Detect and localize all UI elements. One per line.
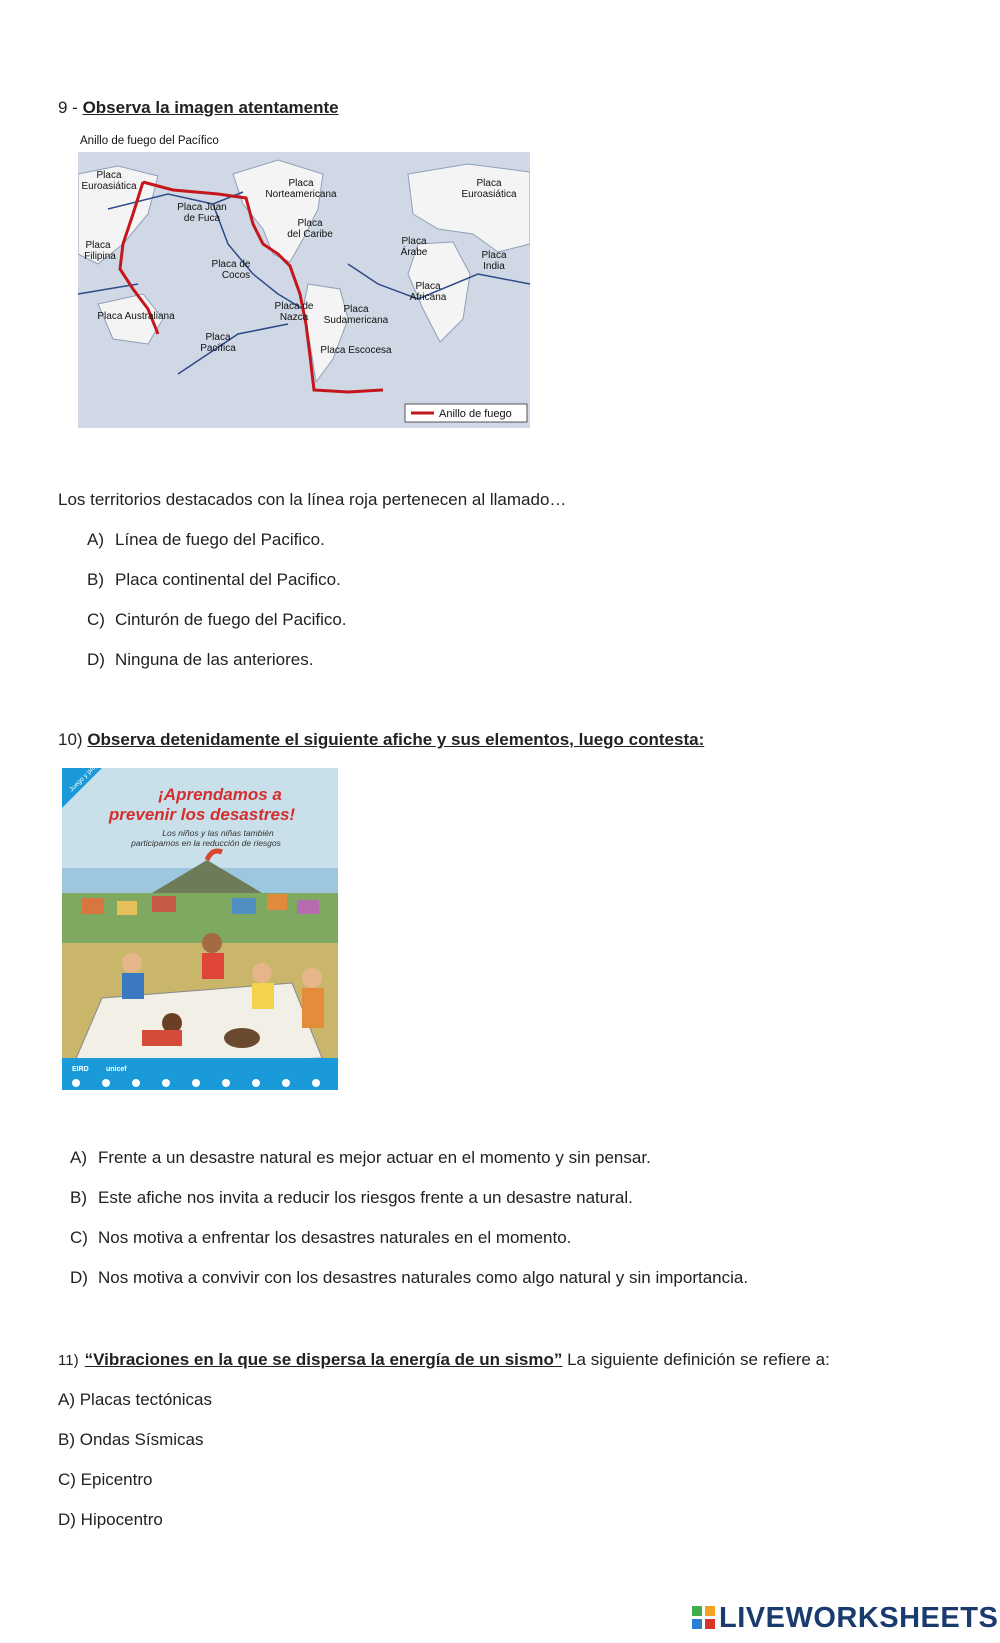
label-south-america-1: Placa	[343, 304, 369, 315]
label-caribbean-2: del Caribe	[287, 229, 333, 240]
option-text: Frente a un desastre natural es mejor actuar en el momento y sin pensar.	[98, 1148, 651, 1167]
label-african-1: Placa	[415, 281, 441, 292]
q10-option-d[interactable]	[70, 1268, 748, 1288]
option-text: Nos motiva a enfrentar los desastres naturales en el momento.	[98, 1228, 572, 1247]
q9-question: Los territorios destacados con la línea roja pertenecen al llamado…	[58, 490, 567, 509]
q11-option-b[interactable]: B) Ondas Sísmicas	[58, 1430, 204, 1449]
option-letter: D)	[70, 1268, 88, 1287]
label-north-america-2: Norteamericana	[265, 189, 337, 200]
option-text: Nos motiva a convivir con los desastres naturales como algo natural y sin importancia.	[98, 1268, 749, 1287]
q11-option-c[interactable]: C) Epicentro	[58, 1470, 153, 1489]
q11-quote: “Vibraciones en la que se dispersa la energía de un sismo”	[84, 1350, 563, 1369]
option-letter: C)	[70, 1228, 88, 1247]
option-letter: B)	[87, 570, 104, 589]
option-text: Este afiche nos invita a reducir los riesgos frente a un desastre natural.	[98, 1188, 633, 1207]
q9-title: Observa la imagen atentamente	[82, 98, 339, 117]
poster-subtitle-1: Los niños y las niñas también	[162, 828, 274, 838]
q10-option-c[interactable]	[70, 1228, 571, 1248]
q9-number: 9 -	[58, 98, 78, 117]
label-south-america-2: Sudamericana	[323, 315, 389, 326]
poster-logo-eird: EIRD	[72, 1066, 89, 1073]
label-nazca-2: Nazca	[279, 312, 309, 323]
q10-option-b[interactable]	[70, 1188, 633, 1208]
poster-title-2: prevenir los desastres!	[108, 805, 296, 824]
poster-title-1: ¡Aprendamos a	[158, 785, 282, 804]
poster-logo-unicef: unicef	[106, 1066, 127, 1073]
label-african-2: Africana	[409, 292, 447, 303]
option-text: Placa continental del Pacifico.	[115, 570, 341, 589]
label-arabian-2: Árabe	[400, 247, 428, 258]
legend-label: Anillo de fuego	[439, 408, 512, 420]
label-eurasia-right-2: Euroasiática	[461, 189, 517, 200]
q10-number: 10)	[58, 730, 83, 749]
liveworksheets-logo-icon	[692, 1606, 716, 1630]
map-caption: Anillo de fuego del Pacífico	[80, 135, 219, 147]
label-eurasia-left-1: Placa	[96, 170, 122, 181]
ring-of-fire-map	[78, 134, 530, 428]
q9-option-b[interactable]	[87, 570, 341, 590]
poster-subtitle-2: participamos en la reducción de riesgos	[131, 838, 281, 848]
q11-heading	[58, 1350, 830, 1370]
option-text: Ninguna de las anteriores.	[115, 650, 314, 669]
label-eurasia-right-1: Placa	[476, 178, 502, 189]
label-pacific-1: Placa	[205, 332, 231, 343]
label-juan-de-fuca-2: de Fuca	[183, 213, 221, 224]
q10-option-a[interactable]	[70, 1148, 651, 1168]
option-text: Cinturón de fuego del Pacifico.	[115, 610, 347, 629]
q11-option-d[interactable]: D) Hipocentro	[58, 1510, 163, 1529]
option-letter: D)	[87, 650, 105, 669]
option-letter: C)	[87, 610, 105, 629]
q9-heading	[58, 98, 339, 118]
label-caribbean-1: Placa	[297, 218, 323, 229]
q10-title: Observa detenidamente el siguiente afiche y sus elementos, luego contesta:	[87, 730, 705, 749]
label-cocos-1: Placa de	[211, 259, 251, 270]
option-text: Línea de fuego del Pacifico.	[115, 530, 325, 549]
q10-heading	[58, 730, 704, 750]
liveworksheets-watermark	[692, 1602, 998, 1635]
watermark-text: LIVEWORKSHEETS	[719, 1602, 999, 1634]
option-letter: B)	[70, 1188, 87, 1207]
option-letter: A)	[87, 530, 104, 549]
q11-number: 11)	[58, 1352, 79, 1369]
label-cocos-2: Cocos	[221, 270, 251, 281]
label-nazca-1: Placa de	[274, 301, 314, 312]
q9-option-c[interactable]	[87, 610, 347, 630]
q11-option-a[interactable]: A) Placas tectónicas	[58, 1390, 213, 1409]
label-philippine-2: Filipina	[84, 251, 116, 262]
label-pacific-2: Pacífica	[200, 343, 236, 354]
label-juan-de-fuca-1: Placa Juan	[177, 202, 227, 213]
map-legend	[405, 404, 527, 422]
label-india-2: India	[483, 261, 505, 272]
disaster-prevention-poster	[62, 768, 338, 1090]
label-north-america-1: Placa	[288, 178, 314, 189]
option-letter: A)	[70, 1148, 87, 1167]
label-arabian-1: Placa	[401, 236, 427, 247]
label-eurasia-left-2: Euroasiática	[81, 181, 137, 192]
label-philippine-1: Placa	[85, 240, 111, 251]
label-scotia: Placa Escocesa	[320, 345, 392, 356]
q11-rest: La siguiente definición se refiere a:	[562, 1350, 830, 1369]
label-australian: Placa Australiana	[97, 311, 175, 322]
q9-option-a[interactable]	[87, 530, 325, 550]
label-india-1: Placa	[481, 250, 507, 261]
q9-option-d[interactable]	[87, 650, 313, 670]
